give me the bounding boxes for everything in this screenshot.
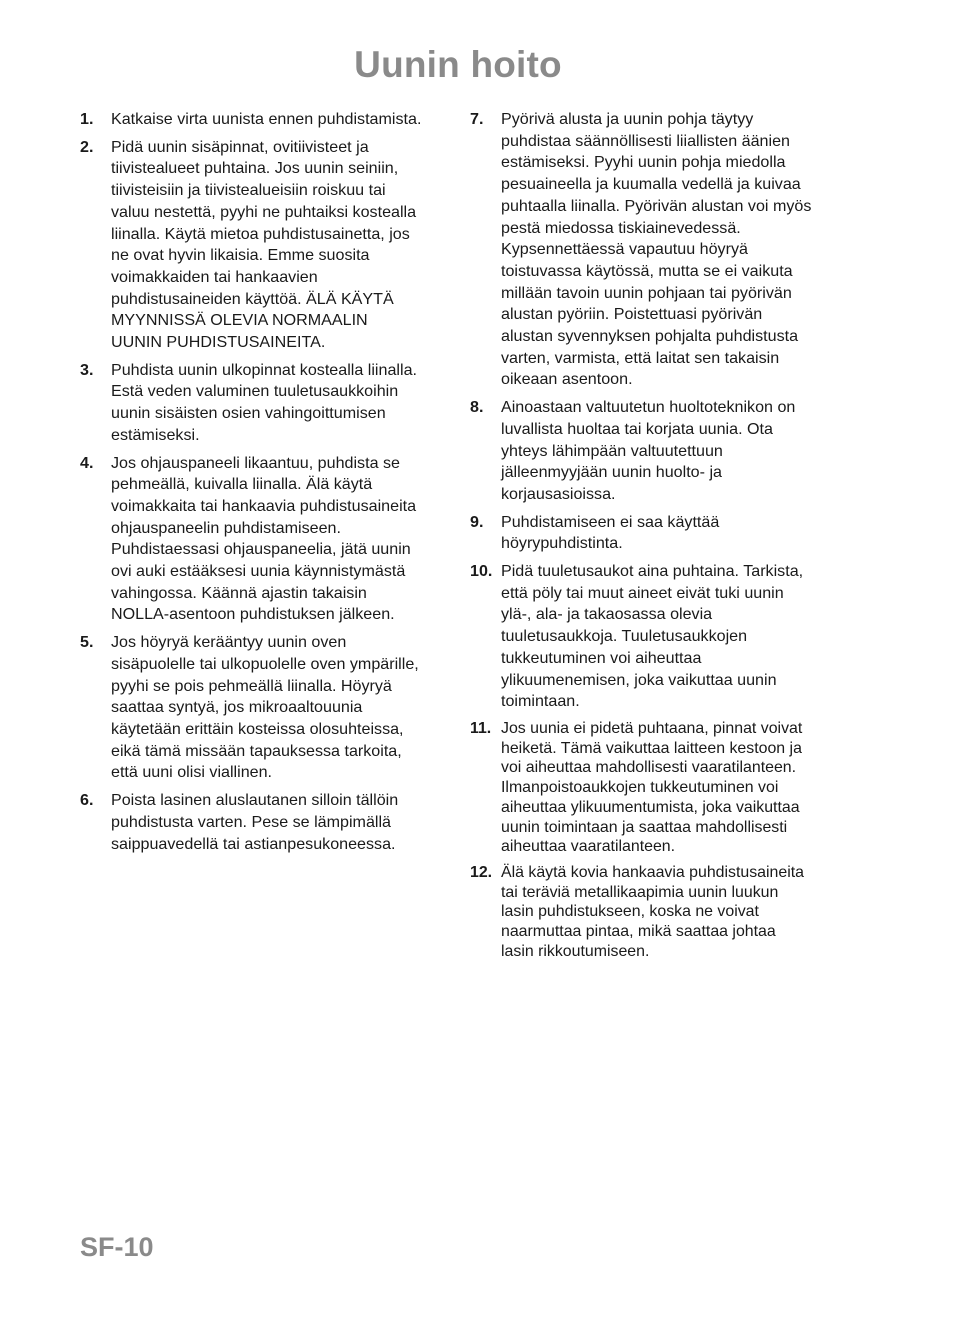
item-number: 9. <box>470 512 484 531</box>
item-number: 7. <box>470 110 484 128</box>
list-item <box>80 790 452 855</box>
item-text: Jos höyryä kerääntyy uunin oven sisäpuolelle tai ulkopuolelle oven ympärille, pyyhi se pois pehmeällä liinalla. Höyryä saattaa syntyä, jos mikroaaltouunia käytetään erittäin kosteissa olosuhteissa, eikä tämä missään tapauksessa tarkoita, että uuni olisi viallinen. <box>111 633 419 782</box>
page-title: Uunin hoito <box>354 44 562 85</box>
item-number: 3. <box>80 360 94 379</box>
item-number: 2. <box>80 137 94 156</box>
list-item <box>80 632 452 784</box>
item-text: Pyörivä alusta ja uunin pohja täytyy puhdistaa säännöllisesti liiallisten äänien estämiseksi. Pyyhi uunin pohja miedolla pesuaineella ja kuumalla vedellä ja kuivaa puhtaalla liinalla. Pyörivän alustan voi myös pestä miedossa tiskiainevedessä. Kypsennettäessä vapautuu höyryä toistuvassa käytössä, mutta se ei vaikuta millään tavoin uunin pohjaan tai pyörivän alustan pyöriin. Poistettuasi pyörivän alustan syvennyksen pohjalta puhdistusta varten, varmista, että laitat sen takaisin oikeaan asentoon. <box>501 110 812 389</box>
page-number: SF-10 <box>80 1232 154 1262</box>
item-text: Pidä uunin sisäpinnat, ovitiivisteet ja tiivistealueet puhtaina. Jos uunin seiniin, tiivisteisiin ja tiivistealueisiin roiskuu tai valuu nestettä, pyyhi ne puhtaiksi kostealla liinalla. Käytä mietoa puhdistusainetta, jos ne ovat hyvin likaisia. Emme suosita voimakkaiden tai hankaavien puhdistusaineiden käyttöä. ÄLÄ KÄYTÄ MYYNNISSÄ OLEVIA NORMAALIN UUNIN PUHDISTUSAINEITA. <box>111 137 417 352</box>
list-item <box>80 109 452 131</box>
item-number: 8. <box>470 398 484 417</box>
item-text: Älä käytä kovia hankaavia puhdistusaineita tai teräviä metallikaapimia uunin luukun lasin puhdistukseen, koska ne voivat naarmuttaa pintaa, mikä saattaa johtaa lasin rikkoutumiseen. <box>501 863 805 960</box>
item-text: Jos ohjauspaneeli likaantuu, puhdista se pehmeällä, kuivalla liinalla. Älä käytä voimakkaita tai hankaavia puhdistusaineita ohjauspaneelin puhdistamiseen. Puhdistaessasi ohjauspaneelia, jätä uunin ovi auki estääksesi uunia käynnistymästä vahingossa. Käännä ajastin takaisin NOLLA-asentoon puhdistuksen jälkeen. <box>111 453 417 624</box>
item-number: 1. <box>80 110 94 128</box>
item-text: Pidä tuuletusaukot aina puhtaina. Tarkista, että pöly tai muut aineet eivät tuki uunin ylä-, ala- ja takaosassa olevia tuuletusaukkoja. Tuuletusaukkojen tukkeutuminen voi aiheuttaa ylikuumenemisen, joka vaikuttaa uunin toimintaan. <box>501 562 804 711</box>
item-text: Puhdistamiseen ei saa käyttää höyrypuhdistinta. <box>501 512 720 553</box>
list-item <box>470 397 842 506</box>
list-item <box>80 360 452 447</box>
item-number: 4. <box>80 453 94 472</box>
item-number: 12. <box>470 863 493 881</box>
item-number: 5. <box>80 633 94 652</box>
instructions-left-column <box>80 109 452 861</box>
instructions-right-column <box>470 109 842 967</box>
list-item <box>470 863 842 962</box>
list-item <box>80 453 452 627</box>
list-item <box>470 512 842 555</box>
list-item <box>470 109 842 391</box>
item-number: 11. <box>470 719 492 737</box>
list-item <box>470 561 842 713</box>
item-text: Katkaise virta uunista ennen puhdistamista. <box>111 110 422 128</box>
item-text: Puhdista uunin ulkopinnat kostealla liinalla. Estä veden valuminen tuuletusaukkoihin uunin sisäisten osien vahingoittumisen estämiseksi. <box>111 360 417 444</box>
item-number: 10. <box>470 562 493 581</box>
item-text: Jos uunia ei pidetä puhtaana, pinnat voivat heiketä. Tämä vaikuttaa laitteen kestoon ja voi aiheuttaa mahdollisesti vaaratilanteen. Ilmanpoistoaukkojen tukkeutuminen voi aiheuttaa ylikuumentumista, joka vaikuttaa uunin toimintaan ja saattaa mahdollisesti aiheuttaa vaaratilanteen. <box>501 719 803 856</box>
item-text: Poista lasinen aluslautanen silloin tällöin puhdistusta varten. Pese se lämpimällä saippuavedellä tai astianpesukoneessa. <box>111 791 399 853</box>
item-number: 6. <box>80 791 94 810</box>
list-item <box>80 137 452 354</box>
item-text: Ainoastaan valtuutetun huoltoteknikon on luvallista huoltaa tai korjata uunia. Ota yhteys lähimpään valtuutettuun jälleenmyyjään uunin huolto- ja korjausasioissa. <box>501 398 796 503</box>
list-item <box>470 719 842 857</box>
